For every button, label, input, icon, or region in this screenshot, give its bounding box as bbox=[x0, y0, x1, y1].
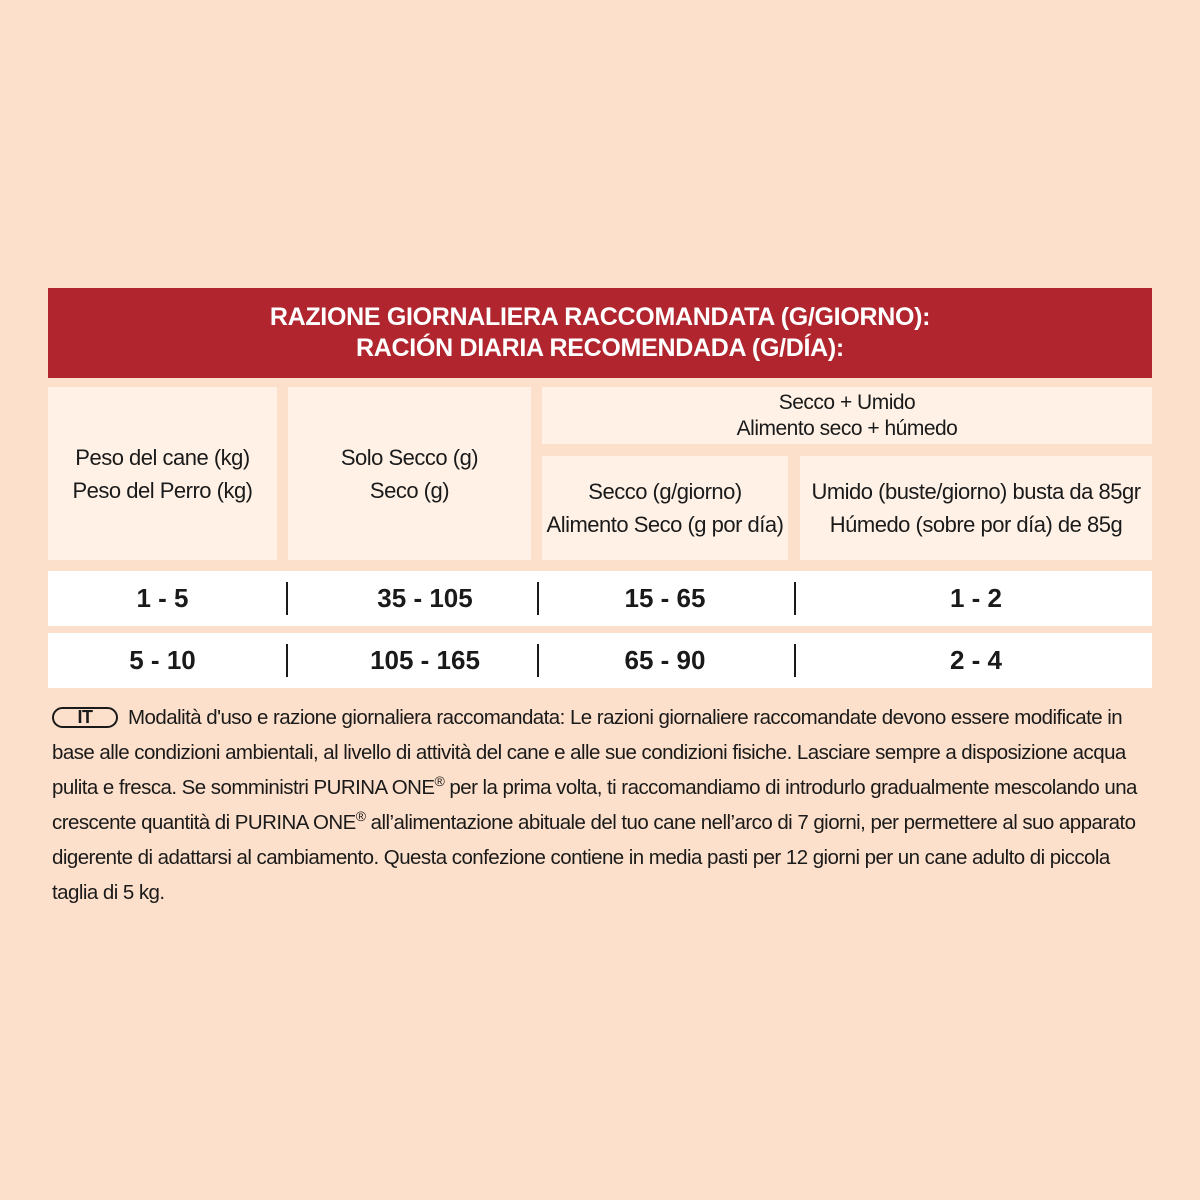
header-dry-only-it: Solo Secco (g) bbox=[340, 444, 479, 470]
note-text: Modalità d'uso e razione giornaliera raccomandata: Le razioni giornaliere raccomandate devono essere modificate in bbox=[128, 706, 1123, 729]
header-weight-es: Peso del Perro (kg) bbox=[72, 477, 253, 503]
note-line: base alle condizioni ambientali, al livello di attività del cane e alle sue condizioni fisiche. Lasciare sempre a disposizione acqua bbox=[52, 741, 1126, 764]
table-title-bar bbox=[48, 288, 1152, 378]
language-badge: IT bbox=[52, 707, 118, 728]
note-text: per la prima volta, ti raccomandiamo di introdurlo gradualmente mescolando una bbox=[449, 776, 1137, 799]
column-divider bbox=[537, 582, 539, 615]
column-divider bbox=[537, 644, 539, 677]
note-text: all’alimentazione abituale del tuo cane nell’arco di 7 giorni, per permettere al suo apparato bbox=[370, 811, 1136, 834]
cell-mixed-wet: 2 - 4 bbox=[949, 645, 1003, 675]
note-text: crescente quantità di PURINA ONE bbox=[52, 811, 356, 834]
column-divider bbox=[794, 582, 796, 615]
header-mixed-it: Secco + Umido bbox=[778, 390, 916, 414]
registered-mark: ® bbox=[434, 773, 445, 790]
column-divider bbox=[794, 644, 796, 677]
header-mixed-wet bbox=[800, 456, 1152, 560]
table-row bbox=[48, 571, 1152, 626]
cell-weight: 5 - 10 bbox=[129, 645, 196, 675]
header-mixed-dry bbox=[542, 456, 788, 560]
note-line bbox=[52, 805, 1162, 840]
header-weight bbox=[48, 387, 277, 560]
note-line bbox=[52, 700, 1162, 735]
header-mixed-wet-it: Umido (buste/giorno) busta da 85gr bbox=[811, 479, 1141, 504]
table-title-italian: RAZIONE GIORNALIERA RACCOMANDATA (G/GIORNO): bbox=[269, 303, 931, 331]
cell-dry-only: 35 - 105 bbox=[377, 583, 473, 613]
note-line bbox=[52, 770, 1162, 805]
registered-mark: ® bbox=[355, 808, 366, 825]
cell-weight: 1 - 5 bbox=[136, 583, 189, 613]
usage-instructions bbox=[52, 700, 1162, 910]
note-line: digerente di adattarsi al cambiamento. Questa confezione contiene in media pasti per 12 giorni per un cane adulto di piccola bbox=[52, 846, 1110, 869]
feeding-table bbox=[48, 288, 1152, 675]
table-title-spanish: RACIÓN DIARIA RECOMENDADA (G/DÍA): bbox=[356, 334, 844, 362]
note-line: taglia di 5 kg. bbox=[52, 881, 165, 904]
header-mixed-es: Alimento seco + húmedo bbox=[736, 416, 958, 440]
note-text: pulita e fresca. Se somministri PURINA ONE bbox=[52, 776, 435, 799]
header-mixed-dry-it: Secco (g/giorno) bbox=[588, 479, 742, 504]
cell-mixed-wet: 1 - 2 bbox=[949, 583, 1003, 613]
header-dry-only-es: Seco (g) bbox=[369, 477, 450, 503]
table-header bbox=[48, 387, 1152, 569]
cell-mixed-dry: 15 - 65 bbox=[624, 583, 706, 613]
header-mixed bbox=[542, 387, 1152, 444]
column-divider bbox=[286, 582, 288, 615]
header-mixed-dry-es: Alimento Seco (g por día) bbox=[546, 512, 784, 537]
header-mixed-wet-es: Húmedo (sobre por día) de 85g bbox=[829, 512, 1123, 537]
header-weight-it: Peso del cane (kg) bbox=[75, 444, 250, 470]
column-divider bbox=[286, 644, 288, 677]
cell-dry-only: 105 - 165 bbox=[370, 645, 480, 675]
table-row bbox=[48, 633, 1152, 688]
cell-mixed-dry: 65 - 90 bbox=[624, 645, 706, 675]
header-dry-only bbox=[288, 387, 531, 560]
